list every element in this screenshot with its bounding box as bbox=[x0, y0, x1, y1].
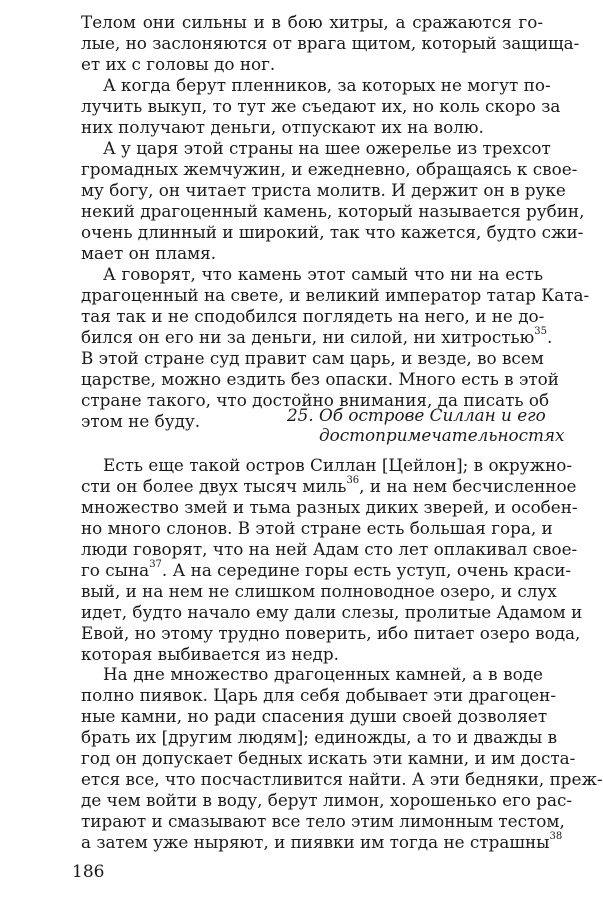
text-line: множество змей и тьма разных диких зверей, и особен- bbox=[81, 497, 578, 517]
text-line: В этой стране суд правит сам царь, и везде, во всем bbox=[81, 348, 544, 368]
text-line bbox=[103, 664, 543, 684]
text-line: бился он его ни за деньги, ни силой, ни хитростью$^{35}$. bbox=[81, 326, 553, 347]
line-text: брать их [другим людям]; единожды, а то и дважды в bbox=[81, 727, 558, 747]
footnote-ref: 38 bbox=[549, 831, 563, 843]
text-line: царстве, можно ездить без опаски. Много есть в этой bbox=[81, 369, 559, 389]
line-text: ется все, что посчастливится найти. А эти бедняки, преж- bbox=[81, 769, 603, 789]
section-heading bbox=[282, 405, 565, 445]
text-line: драгоценный на свете, и великий император татар Ката- bbox=[81, 285, 590, 305]
line-text: , и на нем бесчисленное bbox=[359, 476, 577, 496]
text-line bbox=[81, 706, 548, 726]
text-line: громадных жемчужин, и ежедневно, обращаясь к свое- bbox=[81, 159, 578, 179]
text-line: лые, но заслоняются от врага щитом, который защища- bbox=[81, 33, 580, 53]
text-line bbox=[81, 748, 576, 768]
text-line: люди говорят, что на ней Адам сто лет оплакивал свое- bbox=[81, 539, 578, 559]
line-text: де чем войти в воду, берут лимон, хорошенько его рас- bbox=[81, 790, 573, 810]
text-line bbox=[81, 685, 557, 705]
text-line: них получают деньги, отпускают их на волю. bbox=[81, 117, 484, 137]
text-line bbox=[81, 790, 573, 810]
text-line: стране такого, что достойно внимания, да писать об bbox=[81, 390, 550, 410]
text-line: ет их с головы до ног. bbox=[81, 54, 276, 74]
text-line bbox=[81, 831, 563, 852]
line-text: сти он более двух тысяч миль bbox=[81, 476, 347, 496]
line-text: . А на середине горы есть уступ, очень краси- bbox=[161, 560, 572, 580]
text-line: А говорят, что камень этот самый что ни на есть bbox=[103, 264, 543, 284]
heading-line-1: 25. Об острове Силлан и его bbox=[287, 405, 546, 425]
line-text: полно пиявок. Царь для себя добывает эти драгоцен- bbox=[81, 685, 557, 705]
text-line bbox=[81, 811, 565, 831]
page-number: 186 bbox=[72, 862, 105, 882]
text-line: тая так и не сподобился поглядеть на него, и не до- bbox=[81, 306, 545, 326]
text-line: му богу, он читает триста молитв. И держит он в руке bbox=[81, 180, 566, 200]
text-line bbox=[81, 475, 577, 496]
text-line: А когда берут пленников, за которых не могут по- bbox=[103, 75, 551, 95]
text-line bbox=[81, 769, 603, 789]
text-line: Евой, но этому трудно поверить, ибо питает озеро вода, bbox=[81, 623, 581, 643]
text-line: но много слонов. В этой стране есть большая гора, и bbox=[81, 518, 553, 538]
text-line: лучить выкуп, то тут же съедают их, но коль скоро за bbox=[81, 96, 561, 116]
footnote-ref: 36 bbox=[346, 475, 360, 487]
text-line: Есть еще такой остров Силлан [Цейлон]; в окружно- bbox=[103, 455, 573, 475]
line-text: го сына bbox=[81, 560, 150, 580]
line-text: На дне множество драгоценных камней, а в воде bbox=[103, 664, 543, 684]
text-line: этом не буду. bbox=[81, 411, 201, 431]
text-line bbox=[81, 559, 572, 580]
text-line: очень длинный и широкий, так что кажется, будто сжи- bbox=[81, 222, 584, 242]
footnote-ref: 35 bbox=[534, 326, 548, 338]
text-line: идет, будто начало ему дали слезы, пролитые Адамом и bbox=[81, 602, 583, 622]
line-text: тирают и смазывают все тело этим лимонным тестом, bbox=[81, 811, 565, 831]
line-text: год он допускает бедных искать эти камни, и им доста- bbox=[81, 748, 576, 768]
text-line: мает он пламя. bbox=[81, 243, 217, 263]
text-line bbox=[81, 727, 558, 747]
text-line: вый, и на нем не слишком полноводное озеро, и слух bbox=[81, 581, 557, 601]
line-text: ные камни, но ради спасения души своей дозволяет bbox=[81, 706, 548, 726]
footnote-ref: 37 bbox=[149, 559, 162, 571]
text-line: А у царя этой страны на шее ожерелье из трехсот bbox=[103, 138, 551, 158]
heading-line-2: достопримечательностях bbox=[319, 425, 565, 445]
text-line: которая выбивается из недр. bbox=[81, 644, 339, 664]
line-text: бился он его ни за деньги, ни силой, ни хитростью bbox=[81, 327, 535, 347]
text-line: Телом они сильны и в бою хитры, а сражаются го- bbox=[81, 12, 543, 32]
text-line: некий драгоценный камень, который называется рубин, bbox=[81, 201, 585, 221]
line-text: а затем уже ныряют, и пиявки им тогда не страшны bbox=[81, 832, 550, 852]
